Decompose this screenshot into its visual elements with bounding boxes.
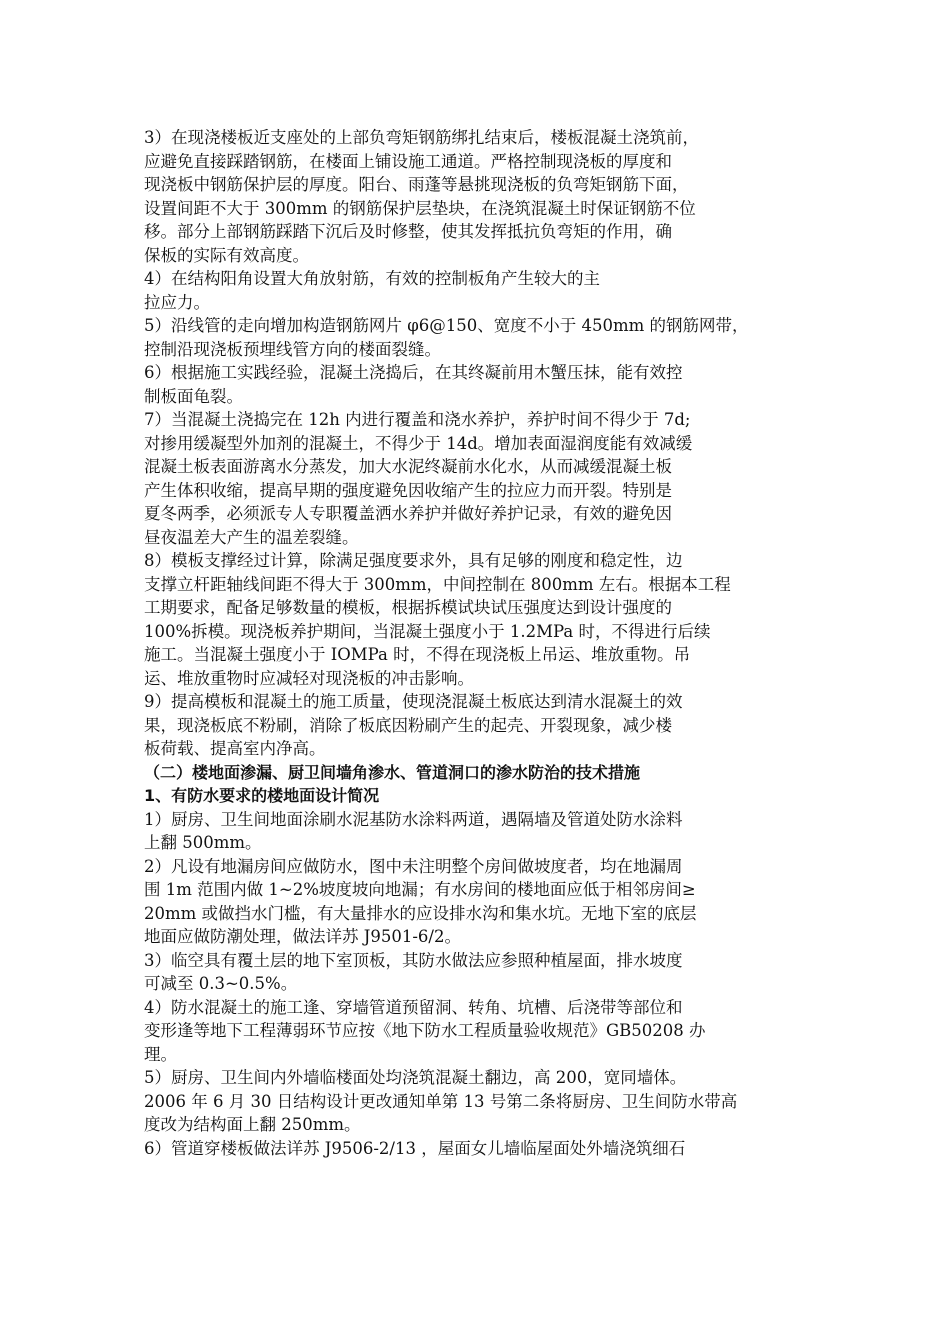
- text-line: 应避免直接踩踏钢筋，在楼面上铺设施工通道。严格控制现浇板的厚度和: [144, 151, 672, 171]
- text-line: 7）当混凝土浇捣完在 12h 内进行覆盖和浇水养护，养护时间不得少于 7d;: [144, 410, 691, 429]
- text-line: 5）厨房、卫生间内外墙临楼面处均浇筑混凝土翻边，高 200，宽同墙体。: [144, 1068, 687, 1087]
- text-line: 理。: [144, 1044, 177, 1064]
- text-line: 设置间距不大于 300mm 的钢筋保护层垫块，在浇筑混凝土时保证钢筋不位: [144, 198, 696, 218]
- text-line: 6）根据施工实践经验，混凝土浇捣后，在其终凝前用木蟹压抹，能有效控: [144, 363, 683, 382]
- text-line: 5）沿线管的走向增加构造钢筋网片 φ6@150、宽度不小于 450mm 的钢筋网带，: [144, 316, 749, 335]
- text-line: 变形逢等地下工程薄弱环节应按《地下防水工程质量验收规范》GB50208 办: [144, 1021, 706, 1040]
- text-line: 8）模板支撑经过计算，除满足强度要求外，具有足够的刚度和稳定性，边: [144, 551, 683, 570]
- text-line: 100%拆模。现浇板养护期间，当混凝土强度小于 1.2MPa 时，不得进行后续: [144, 621, 711, 641]
- text-line: 现浇板中钢筋保护层的厚度。阳台、雨蓬等悬挑现浇板的负弯矩钢筋下面，: [144, 175, 689, 194]
- text-line: 对掺用缓凝型外加剂的混凝土，不得少于 14d。增加表面湿润度能有效减缓: [144, 433, 693, 453]
- text-line: 4）在结构阳角设置大角放射筋，有效的控制板角产生较大的主: [144, 269, 600, 288]
- text-line: 控制沿现浇板预埋线管方向的楼面裂缝。: [144, 339, 441, 359]
- text-line: 保板的实际有效高度。: [144, 245, 309, 265]
- text-line: 运、堆放重物时应减轻对现浇板的冲击影响。: [144, 668, 474, 688]
- text-line: 4）防水混凝土的施工逢、穿墙管道预留洞、转角、坑槽、后浇带等部位和: [144, 997, 683, 1017]
- text-line: 20mm 或做挡水门槛，有大量排水的应设排水沟和集水坑。无地下室的底层: [144, 903, 697, 923]
- text-line: 板荷载、提高室内净高。: [144, 739, 326, 758]
- text-line: 6）管道穿楼板做法详苏 J9506-2/13 ，屋面女儿墙临屋面处外墙浇筑细石: [144, 1138, 686, 1158]
- text-line: 拉应力。: [144, 292, 210, 312]
- text-line: 地面应做防潮处理，做法详苏 J9501-6/2。: [144, 927, 461, 946]
- text-line: 混凝土板表面游离水分蒸发，加大水泥终凝前水化水，从而减缓混凝土板: [144, 457, 672, 476]
- text-line: 围 1m 范围内做 1~2%坡度坡向地漏；有水房间的楼地面应低于相邻房间≥: [144, 880, 696, 899]
- text-line: 上翻 500mm。: [144, 833, 262, 852]
- document-body: [144, 126, 804, 1160]
- text-line: 施工。当混凝土强度小于 IOMPa 时，不得在现浇板上吊运、堆放重物。吊: [144, 645, 691, 664]
- text-line: 2）凡设有地漏房间应做防水，图中未注明整个房间做坡度者，均在地漏周: [144, 856, 683, 876]
- text-line: 制板面龟裂。: [144, 386, 243, 406]
- text-line: 度改为结构面上翻 250mm。: [144, 1115, 361, 1134]
- subsection-heading: 1、有防水要求的楼地面设计简况: [144, 786, 380, 805]
- text-line: 移。部分上部钢筋踩踏下沉后及时修整，使其发挥抵抗负弯矩的作用，确: [144, 222, 672, 241]
- text-line: 3）在现浇楼板近支座处的上部负弯矩钢筋绑扎结束后，楼板混凝土浇筑前，: [144, 128, 699, 147]
- text-line: 工期要求，配备足够数量的模板，根据拆模试块试压强度达到设计强度的: [144, 598, 672, 617]
- text-line: 9）提高模板和混凝土的施工质量，使现浇混凝土板底达到清水混凝土的效: [144, 692, 683, 711]
- text-line: 1）厨房、卫生间地面涂刷水泥基防水涂料两道，遇隔墙及管道处防水涂料: [144, 809, 683, 829]
- text-line: 果，现浇板底不粉刷，消除了板底因粉刷产生的起壳、开裂现象，减少楼: [144, 715, 672, 735]
- text-line: 支撑立杆距轴线间距不得大于 300mm，中间控制在 800mm 左右。根据本工程: [144, 574, 731, 594]
- section-heading: （二）楼地面渗漏、厨卫间墙角渗水、管道洞口的渗水防治的技术措施: [144, 762, 641, 782]
- text-line: 夏冬两季，必须派专人专职覆盖洒水养护并做好养护记录，有效的避免因: [144, 504, 672, 523]
- text-line: 昼夜温差大产生的温差裂缝。: [144, 527, 359, 547]
- text-line: 2006 年 6 月 30 日结构设计更改通知单第 13 号第二条将厨房、卫生间防水带高: [144, 1091, 738, 1111]
- text-line: 产生体积收缩，提高早期的强度避免因收缩产生的拉应力而开裂。特别是: [144, 480, 672, 500]
- text-line: 可减至 0.3~0.5%。: [144, 974, 298, 993]
- text-line: 3）临空具有覆土层的地下室顶板，其防水做法应参照种植屋面，排水坡度: [144, 950, 683, 970]
